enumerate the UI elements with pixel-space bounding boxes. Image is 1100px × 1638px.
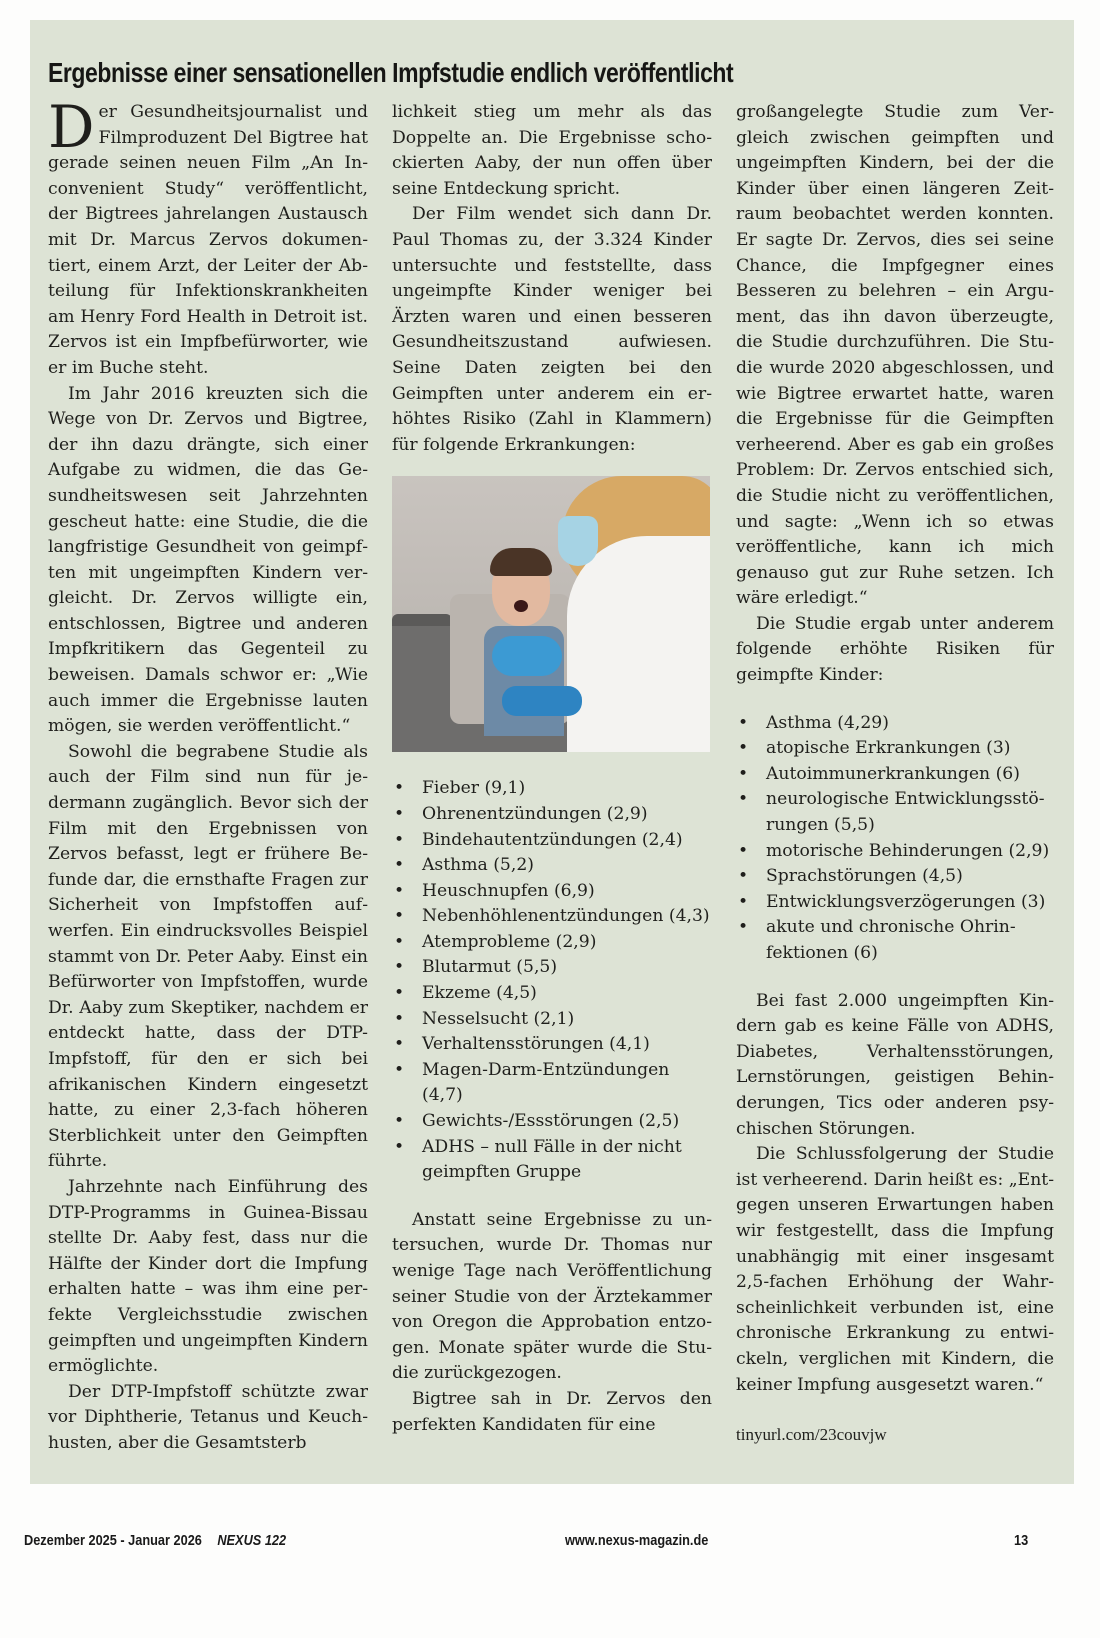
paragraph: Im Jahr 2016 kreuzten sich die Wege von Dr. Zervos und Bigtree, der ihn dazu drängte, sich einer Aufgabe zu widmen, die das Gesundheitswesen seit Jahrzehnten gescheut hatte: eine Studie, die die langfristige Gesundheit von geimpften mit ungeimpften Kindern vergleicht. Dr. Zervos willigte ein, entschlossen, Bigtree und anderen Impfkritikern das Gegenteil zu beweisen. Damals schwor er: „Wie auch immer die Ergebnisse lauten mögen, sie werden veröffentlicht.“ bbox=[48, 383, 368, 737]
list-item: • Sprachstörungen (4,5) bbox=[736, 864, 1054, 890]
issue-date: Dezember 2025 - Januar 2026 bbox=[24, 1532, 202, 1549]
list-item: • Autoimmunerkrankungen (6) bbox=[736, 762, 1054, 788]
list-item: • ADHS – null Fälle in der nicht geimpften Gruppe bbox=[392, 1135, 712, 1186]
list-item: • Magen-Darm-Entzündungen (4,7) bbox=[392, 1058, 712, 1109]
column-1 bbox=[48, 93, 368, 1456]
footer-issue bbox=[24, 1532, 286, 1549]
list-item: • Nesselsucht (2,1) bbox=[392, 1007, 712, 1033]
drop-cap: D bbox=[48, 93, 95, 161]
list-item: • Heuschnupfen (6,9) bbox=[392, 879, 712, 905]
magazine-name: NEXUS 122 bbox=[217, 1532, 287, 1549]
column-2 bbox=[392, 100, 712, 1438]
vaccination-photo bbox=[392, 476, 710, 752]
list-item: • motorische Behinderungen (2,9) bbox=[736, 839, 1054, 865]
list-item: • Asthma (4,29) bbox=[736, 711, 1054, 737]
paragraph: Die Studie ergab unter anderem folgende erhöhte Risiken für geimpfte Kinder: bbox=[736, 613, 1054, 686]
list-item: • Blutarmut (5,5) bbox=[392, 955, 712, 981]
article-headline: Ergebnisse einer sensationellen Impfstudie endlich veröffentlicht bbox=[48, 56, 734, 88]
list-item: • neurologische Entwicklungsstörungen (5,5) bbox=[736, 787, 1054, 838]
paragraph: lichkeit stieg um mehr als das Doppelte an. Die Ergebnisse schockierten Aaby, der nun offen über seine Entdeckung spricht. bbox=[392, 102, 712, 199]
paragraph: großangelegte Studie zum Vergleich zwischen geimpften und ungeimpften Kindern, bei der die Kinder über einen längeren Zeitraum beobachtet werden konnten. Er sagte Dr. Zervos, dies sei seine Chance, die Impfgegner eines Besseren zu belehren – ein Argument, das ihn davon überzeugte, die Studie durchzuführen. Die Studie wurde 2020 abgeschlossen, und wie Bigtree erwartet hatte, waren die Ergebnisse für die Geimpften verheerend. Aber es gab ein großes Problem: Dr. Zervos entschied sich, die Studie nicht zu veröffentlichen, und sagte: „Wenn ich so etwas veröffentliche, kann ich mich genauso gut zur Ruhe setzen. Ich wäre erledigt.“ bbox=[736, 102, 1054, 609]
list-item: • Ohrenentzündungen (2,9) bbox=[392, 802, 712, 828]
list-item: • Gewichts-/Essstörungen (2,5) bbox=[392, 1109, 712, 1135]
paragraph: Anstatt seine Ergebnisse zu untersuchen, wurde Dr. Thomas nur wenige Tage nach Veröffentlichung seiner Studie von der Ärztekammer von Oregon die Approbation entzogen. Monate später wurde die Studie zurückgezogen. bbox=[392, 1209, 712, 1384]
list-item: • atopische Erkrankungen (3) bbox=[736, 736, 1054, 762]
paragraph: Jahrzehnte nach Einführung des DTP-Programms in Guinea-Bissau stellte Dr. Aaby fest, dass nur die Hälfte der Kinder dort die Impfung erhalten hatte – was ihm eine perfekte Vergleichsstudie zwischen geimpften und ungeimpften Kindern ermöglichte. bbox=[48, 1176, 368, 1377]
paragraph: Bigtree sah in Dr. Zervos den perfekten Kandidaten für eine bbox=[392, 1388, 712, 1435]
paragraph: Die Schlussfolgerung der Studie ist verheerend. Darin heißt es: „Entgegen unseren Erwartungen haben wir festgestellt, dass die Impfung unabhängig mit einer insgesamt 2,5-fachen Erhöhung der Wahrscheinlichkeit verbunden ist, eine chronische Erkrankung zu entwickeln, verglichen mit Kindern, die keiner Impfung ausgesetzt waren.“ bbox=[736, 1144, 1054, 1395]
list-item: • Fieber (9,1) bbox=[392, 776, 712, 802]
footer-website[interactable]: www.nexus-magazin.de bbox=[565, 1532, 709, 1549]
column-3 bbox=[736, 100, 1054, 1448]
thomas-risk-list bbox=[392, 776, 712, 1186]
paragraph: Der Film wendet sich dann Dr. Paul Thomas zu, der 3.324 Kinder untersuchte und feststellte, dass ungeimpfte Kinder weniger bei Ärzten waren und einen besseren Gesundheitszustand aufwiesen. Seine Daten zeigten bei den Geimpften unter anderem ein erhöhtes Risiko (Zahl in Klammern) für folgende Erkrankungen: bbox=[392, 204, 712, 455]
list-item: • Ekzeme (4,5) bbox=[392, 981, 712, 1007]
list-item: • Entwicklungsverzögerungen (3) bbox=[736, 890, 1054, 916]
list-item: • Nebenhöhlenentzündungen (4,3) bbox=[392, 904, 712, 930]
paragraph bbox=[48, 93, 368, 382]
list-item: • Verhaltensstörungen (4,1) bbox=[392, 1032, 712, 1058]
list-item: • Atemprobleme (2,9) bbox=[392, 930, 712, 956]
paragraph: Bei fast 2.000 ungeimpften Kindern gab es keine Fälle von ADHS, Diabetes, Verhaltensstörungen, Lernstörungen, geistigen Behinderungen, Tics oder anderen psychischen Störungen. bbox=[736, 990, 1054, 1139]
page-number: 13 bbox=[1014, 1532, 1029, 1549]
list-item: • Asthma (5,2) bbox=[392, 853, 712, 879]
list-item: • akute und chronische Ohrinfektionen (6) bbox=[736, 915, 1054, 966]
paragraph: Sowohl die begrabene Studie als auch der Film sind nun für jedermann zugänglich. Bevor sich der Film mit den Ergebnissen von Zervos befasst, legt er frühere Befunde dar, die ernsthafte Fragen zur Sicherheit von Impfstoffen aufwerfen. Ein eindrucksvolles Beispiel stammt von Dr. Peter Aaby. Einst ein Befürworter von Impfstoffen, wurde Dr. Aaby zum Skeptiker, nachdem er entdeckt hatte, dass der DTP-Impfstoff, für den er sich bei afrikanischen Kindern eingesetzt hatte, zu einer 2,3-fach höheren Sterblichkeit unter den Geimpften führte. bbox=[48, 741, 368, 1172]
zervos-risk-list bbox=[736, 711, 1054, 967]
source-link[interactable]: tinyurl.com/23couvjw bbox=[736, 1425, 887, 1445]
list-item: • Bindehautentzündungen (2,4) bbox=[392, 828, 712, 854]
paragraph: Der DTP-Impfstoff schützte zwar vor Diphtherie, Tetanus und Keuchhusten, aber die Gesamtsterb bbox=[48, 1381, 368, 1453]
paragraph-text: er Gesundheitsjournalist und Filmproduzent Del Bigtree hat gerade seinen neuen Film „An Inconvenient Study“ veröffentlicht, der Bigtrees jahrelangen Austausch mit Dr. Marcus Zervos dokumentiert, einem Arzt, der Leiter der Abteilung für Infektionskrankheiten am Henry Ford Health in Detroit ist. Zervos ist ein Impfbefürworter, wie er im Buche steht. bbox=[48, 102, 368, 378]
